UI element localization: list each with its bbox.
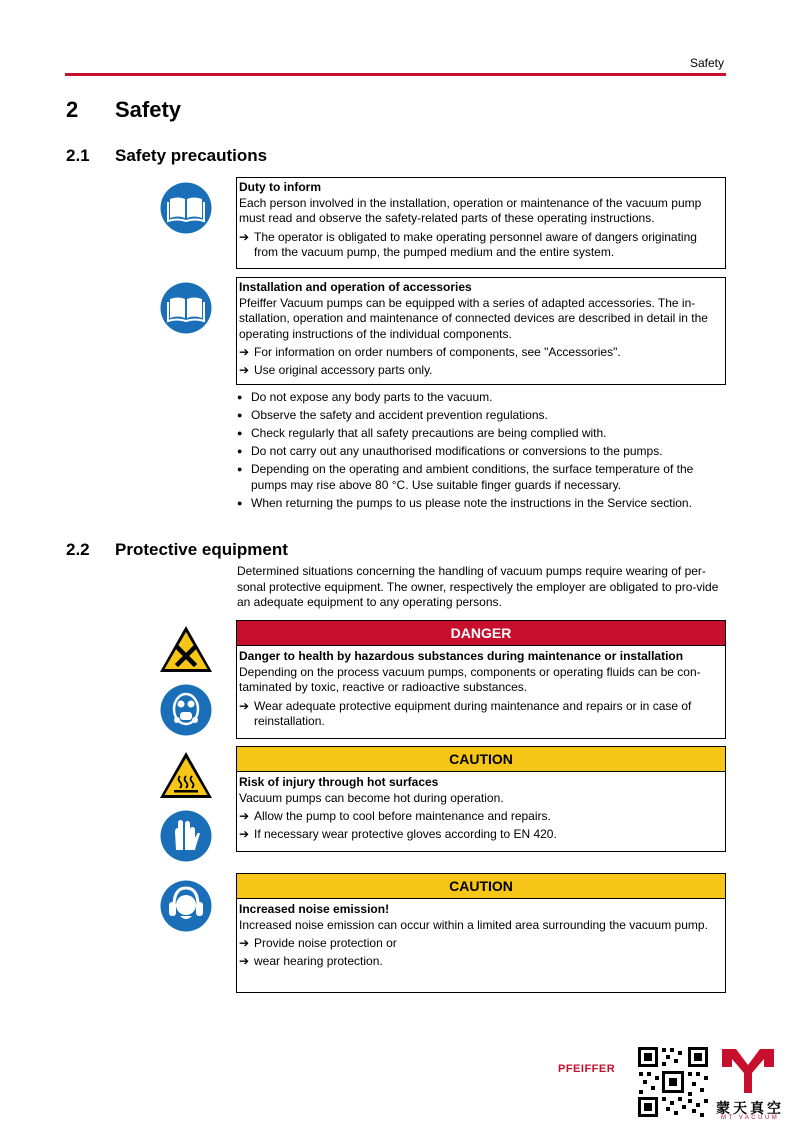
mt-vacuum-chinese-name: 蒙天真空 — [716, 1100, 784, 1116]
harmful-substance-warning-icon — [158, 624, 214, 674]
section-heading-protective — [66, 540, 288, 560]
box-text: Pfeiffer Vacuum pumps can be equipped with a series of adapted accessories. The in-stallation, operation and maintenance of connected devices are described in detail in the operating instructions of the individual components. — [239, 295, 708, 341]
section-title: Protective equipment — [115, 540, 288, 559]
arrow-icon: ➔ — [239, 362, 250, 377]
box-title: Duty to inform — [239, 180, 321, 194]
list-item: ● Do not carry out any unauthorised modifications or conversions to the pumps. — [237, 444, 663, 458]
arrow-icon: ➔ — [239, 698, 250, 713]
notice-body — [237, 646, 725, 733]
protective-intro: Determined situations concerning the handling of vacuum pumps require wearing of per-sonal protective equipment. The owner, respectively the employer are obligated to pro-vide an adequate equipment to any operating persons. — [237, 564, 719, 609]
caution-signal-word: CAUTION — [237, 874, 725, 899]
caution-signal-word: CAUTION — [237, 747, 725, 772]
notice-title: Risk of injury through hot surfaces — [239, 775, 439, 789]
arrow-icon: ➔ — [239, 229, 250, 244]
danger-signal-word: DANGER — [237, 621, 725, 646]
arrow-icon: ➔ — [239, 809, 250, 823]
instruction-line: ➔ Wear adequate protective equipment during maintenance and repairs or in case of reinstallation. — [239, 698, 692, 728]
notice-text: Depending on the process vacuum pumps, components or operating fluids can be con-taminated by toxic, reactive or radioactive substances. — [239, 664, 701, 694]
notice-body — [237, 772, 725, 845]
instruction-line: ➔ The operator is obligated to make operating personnel aware of dangers originating from the vacuum pump, the pumped medium and the entire system. — [239, 229, 697, 259]
chapter-number: 2 — [66, 97, 79, 122]
read-manual-icon — [158, 180, 214, 236]
arrow-icon: ➔ — [239, 345, 250, 359]
respirator-mask-icon — [158, 682, 214, 738]
safety-bullet-list — [237, 390, 727, 514]
notice-text: Increased noise emission can occur within a limited area surrounding the vacuum pump. — [239, 917, 708, 932]
read-manual-icon — [158, 280, 214, 336]
running-head: Safety — [689, 56, 724, 70]
section-number: 2.2 — [66, 540, 90, 559]
pfeiffer-logo: PFEIFFER — [558, 1063, 616, 1075]
instruction-line: ➔ wear hearing protection. — [239, 953, 383, 968]
notice-title: Increased noise emission! — [239, 902, 390, 916]
qr-code-icon — [636, 1045, 710, 1119]
danger-notice-box — [236, 620, 726, 739]
list-item: ● Check regularly that all safety precautions are being complied with. — [237, 426, 607, 440]
ear-protection-icon — [158, 878, 214, 934]
instruction-line: ➔ Allow the pump to cool before maintenance and repairs. — [239, 809, 551, 823]
mt-vacuum-english-name: MT VACUUM — [721, 1115, 780, 1121]
instruction-line: ➔ Use original accessory parts only. — [239, 362, 433, 377]
box-title: Installation and operation of accessories — [239, 280, 472, 294]
arrow-icon: ➔ — [239, 953, 250, 968]
notice-title: Danger to health by hazardous substances during maintenance or installation — [239, 649, 684, 663]
accessories-box — [236, 277, 726, 385]
box-text: Each person involved in the installation, operation or maintenance of the vacuum pump must read and observe the safety-related parts of these operating instructions. — [239, 195, 702, 225]
arrow-icon: ➔ — [239, 826, 250, 841]
caution-noise-box — [236, 873, 726, 993]
duty-to-inform-box — [236, 177, 726, 269]
section-heading-precautions — [66, 146, 267, 166]
section-title: Safety precautions — [115, 146, 268, 165]
mt-vacuum-logo-icon — [718, 1045, 778, 1095]
chapter-heading — [66, 97, 181, 123]
protective-gloves-icon — [158, 808, 214, 864]
list-item: ● Do not expose any body parts to the vacuum. — [237, 390, 493, 404]
chapter-title: Safety — [115, 97, 182, 122]
caution-hot-surface-box — [236, 746, 726, 852]
section-number: 2.1 — [66, 146, 90, 165]
list-item: ● When returning the pumps to us please note the instructions in the Service section. — [237, 495, 692, 510]
instruction-line: ➔ Provide noise protection or — [239, 936, 397, 950]
instruction-line: ➔ For information on order numbers of components, see "Accessories". — [239, 345, 621, 359]
instruction-line: ➔ If necessary wear protective gloves according to EN 420. — [239, 826, 557, 841]
header-rule — [65, 73, 726, 76]
list-item: ● Depending on the operating and ambient conditions, the surface temperature of the pumps may rise above 80 °C. Use suitable finger guards if necessary. — [237, 462, 694, 492]
arrow-icon: ➔ — [239, 936, 250, 950]
hot-surface-warning-icon — [158, 750, 214, 800]
list-item: ● Observe the safety and accident prevention regulations. — [237, 408, 548, 422]
notice-body — [237, 899, 725, 972]
notice-text: Vacuum pumps can become hot during operation. — [239, 790, 504, 805]
